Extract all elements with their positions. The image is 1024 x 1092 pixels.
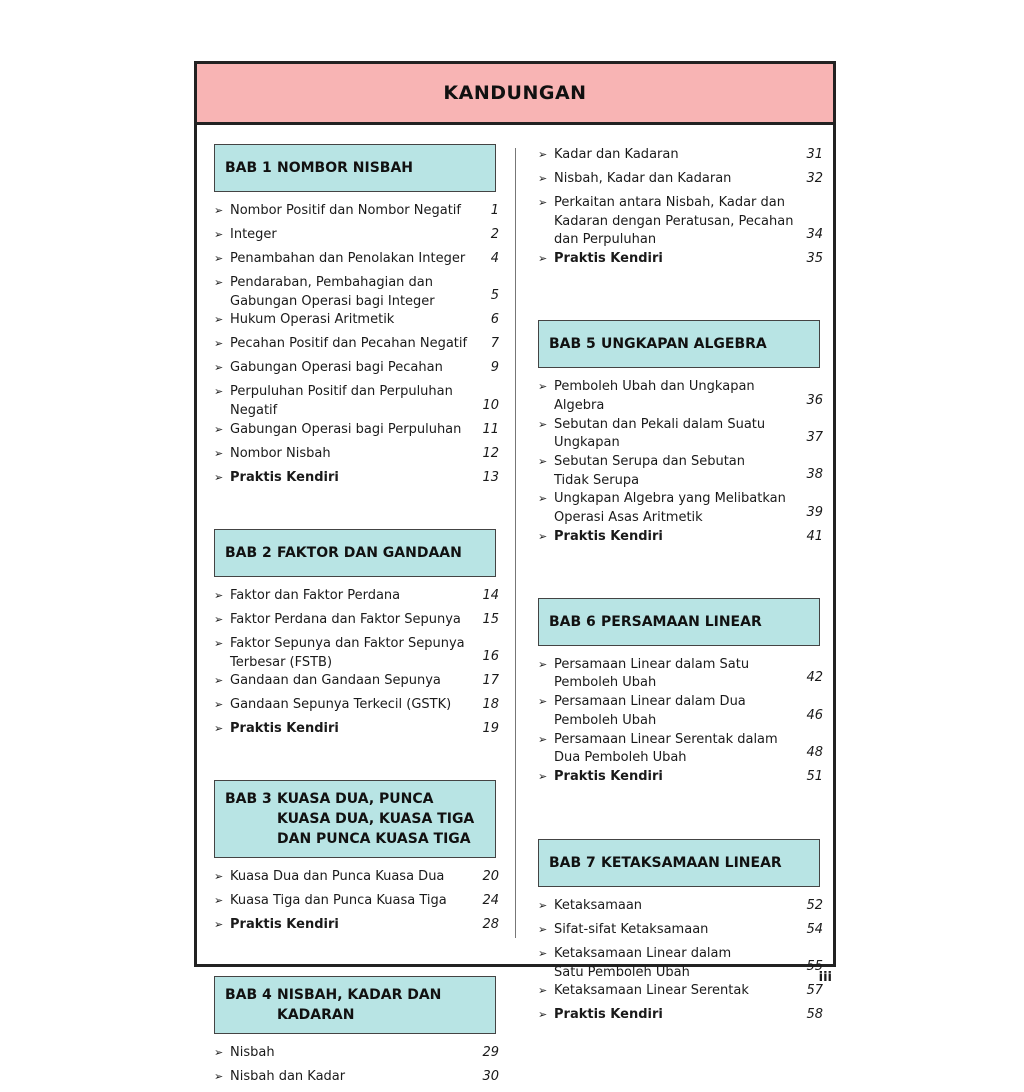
toc-page-number: 57	[806, 983, 823, 999]
toc-entry-label	[230, 383, 475, 420]
arrow-bullet-icon: ➢	[538, 946, 548, 960]
toc-page-number: 29	[482, 1045, 499, 1061]
toc-entry-list	[538, 146, 823, 274]
toc-entry-line: Terbesar (FSTB)	[230, 654, 333, 670]
arrow-bullet-icon: ➢	[214, 698, 224, 712]
arrow-bullet-icon: ➢	[214, 636, 224, 650]
chapter-title: KADARAN	[277, 1007, 355, 1024]
toc-page-number: 34	[806, 227, 823, 243]
toc-entry[interactable]	[214, 611, 499, 635]
chapter-section	[214, 780, 499, 940]
toc-entry[interactable]	[538, 146, 823, 170]
toc-entry-line: Kuasa Tiga dan Punca Kuasa Tiga	[230, 893, 447, 909]
toc-entry[interactable]	[538, 416, 823, 453]
arrow-bullet-icon: ➢	[538, 196, 548, 209]
toc-entry-practice[interactable]	[538, 768, 823, 792]
arrow-bullet-icon: ➢	[214, 252, 224, 265]
toc-entry[interactable]	[214, 274, 499, 311]
toc-entry-label	[230, 720, 475, 739]
arrow-bullet-icon: ➢	[214, 588, 224, 602]
arrow-bullet-icon: ➢	[538, 252, 548, 266]
toc-entry-practice[interactable]	[214, 916, 499, 940]
chapter-number: BAB 6	[549, 613, 596, 630]
toc-entry-line: Faktor dan Faktor Perdana	[230, 587, 401, 603]
toc-entry-line: Praktis Kendiri	[230, 917, 339, 933]
chapter-heading[interactable]	[214, 529, 496, 577]
chapter-heading[interactable]	[214, 144, 496, 192]
toc-page-number: 4	[490, 251, 499, 266]
toc-entry-list	[538, 656, 823, 792]
chapter-title: DAN PUNCA KUASA TIGA	[277, 831, 471, 848]
arrow-bullet-icon: ➢	[538, 657, 548, 671]
toc-page-number: 35	[806, 251, 823, 267]
chapter-title: FAKTOR DAN GANDAAN	[277, 544, 462, 561]
toc-entry[interactable]	[214, 587, 499, 611]
arrow-bullet-icon: ➢	[538, 380, 548, 394]
arrow-bullet-icon: ➢	[538, 529, 548, 543]
toc-entry-line: Penambahan dan Penolakan Integer	[230, 251, 466, 266]
arrow-bullet-icon: ➢	[214, 385, 224, 399]
toc-entry-list	[214, 1044, 499, 1092]
arrow-bullet-icon: ➢	[214, 918, 224, 932]
toc-page-number: 9	[490, 360, 499, 376]
toc-entry[interactable]	[214, 202, 499, 226]
arrow-bullet-icon: ➢	[538, 922, 548, 936]
arrow-bullet-icon: ➢	[214, 1046, 224, 1060]
toc-entry-label	[554, 416, 799, 453]
toc-page-number: 37	[806, 429, 823, 445]
toc-entry-line: Satu Pemboleh Ubah	[554, 964, 690, 980]
toc-entry-label	[554, 378, 799, 415]
chapter-title: KUASA DUA, KUASA TIGA	[277, 811, 475, 828]
toc-entry-list	[538, 378, 823, 552]
toc-entry-line: Pendaraban, Pembahagian dan	[230, 275, 433, 290]
toc-entry[interactable]	[214, 696, 499, 720]
toc-entry-list	[214, 587, 499, 744]
toc-entry-label	[230, 672, 475, 691]
toc-entry-line: Persamaan Linear dalam Dua	[554, 694, 746, 710]
toc-entry-practice[interactable]	[538, 528, 823, 552]
chapter-number: BAB 4	[225, 987, 272, 1004]
toc-entry-label	[554, 945, 799, 982]
chapter-section	[538, 839, 823, 1030]
toc-entry-line: Ungkapan Algebra yang Melibatkan	[554, 491, 786, 507]
toc-entry-line: Faktor Perdana dan Faktor Sepunya	[230, 611, 461, 627]
chapter-number: BAB 7	[549, 854, 596, 871]
arrow-bullet-icon: ➢	[214, 612, 224, 626]
toc-page-number: 19	[482, 721, 499, 737]
arrow-bullet-icon: ➢	[538, 148, 548, 161]
page-title: KANDUNGAN	[443, 82, 587, 104]
toc-page-number: 7	[490, 336, 499, 352]
chapter-number: BAB 5	[549, 336, 596, 353]
toc-page-number: 2	[490, 227, 499, 242]
toc-page-number: 28	[482, 917, 499, 933]
toc-entry-label	[554, 693, 799, 730]
toc-entry[interactable]	[538, 490, 823, 527]
chapter-number: BAB 2	[225, 544, 272, 561]
toc-page-number: 24	[482, 893, 499, 909]
toc-entry-line: Operasi Asas Aritmetik	[554, 510, 703, 526]
toc-page-number: 38	[806, 467, 823, 483]
toc-entry-line: Persamaan Linear dalam Satu	[554, 656, 750, 672]
toc-entry-label	[230, 1044, 475, 1063]
arrow-bullet-icon: ➢	[538, 1008, 548, 1022]
arrow-bullet-icon: ➢	[538, 695, 548, 709]
arrow-bullet-icon: ➢	[538, 769, 548, 783]
toc-entry[interactable]	[214, 635, 499, 672]
chapter-section	[214, 976, 499, 1092]
toc-entry-line: Perkaitan antara Nisbah, Kadar dan	[554, 195, 785, 210]
toc-entry-line: Sebutan Serupa dan Sebutan	[554, 453, 745, 469]
toc-entry-label	[230, 274, 475, 311]
toc-entry-label	[554, 731, 799, 768]
toc-entry-label	[230, 421, 475, 440]
chapter-section	[214, 529, 499, 744]
toc-page-number: 55	[806, 959, 823, 975]
toc-page-number: 1	[490, 203, 499, 218]
toc-entry-label	[554, 656, 799, 693]
contents-header	[197, 64, 833, 125]
arrow-bullet-icon: ➢	[214, 1070, 224, 1084]
toc-entry-label	[554, 250, 799, 269]
chapter-section	[214, 144, 499, 493]
chapter-heading[interactable]	[538, 320, 820, 368]
toc-entry-label	[554, 982, 799, 1001]
arrow-bullet-icon: ➢	[214, 422, 224, 436]
toc-entry-line: Nombor Positif dan Nombor Negatif	[230, 203, 461, 218]
toc-entry-practice[interactable]	[538, 1006, 823, 1030]
toc-page-number: 51	[806, 768, 823, 784]
toc-entry-list	[214, 202, 499, 493]
toc-page-number: 32	[806, 171, 823, 186]
toc-page-number: 6	[490, 312, 499, 328]
toc-page-number: 16	[482, 649, 499, 665]
toc-entry[interactable]	[214, 1068, 499, 1092]
chapter-number	[225, 829, 277, 849]
toc-entry-line: Nisbah, Kadar dan Kadaran	[554, 171, 732, 186]
toc-entry[interactable]	[538, 194, 823, 250]
toc-entry[interactable]	[538, 170, 823, 194]
toc-entry-line: Praktis Kendiri	[554, 768, 663, 784]
toc-entry-line: Praktis Kendiri	[230, 469, 339, 485]
toc-entry[interactable]	[214, 868, 499, 892]
toc-entry-label	[230, 916, 475, 935]
toc-entry-line: dan Perpuluhan	[554, 232, 657, 248]
chapter-heading[interactable]	[214, 780, 496, 858]
toc-page-number: 18	[482, 697, 499, 713]
toc-entry-label	[554, 528, 799, 547]
arrow-bullet-icon: ➢	[214, 894, 224, 908]
toc-entry-line: Kuasa Dua dan Punca Kuasa Dua	[230, 869, 445, 885]
toc-entry[interactable]	[538, 378, 823, 415]
toc-entry[interactable]	[214, 250, 499, 274]
toc-entry-line: Ketaksamaan	[554, 897, 643, 913]
toc-entry-label	[554, 170, 799, 189]
toc-entry[interactable]	[538, 656, 823, 693]
toc-entry-line: Praktis Kendiri	[230, 721, 339, 737]
toc-page-number: 36	[806, 392, 823, 408]
chapter-title: NOMBOR NISBAH	[277, 160, 414, 176]
toc-entry-line: Pemboleh Ubah dan Ungkapan Algebra	[554, 379, 755, 413]
chapter-heading[interactable]	[538, 598, 820, 646]
toc-entry[interactable]	[538, 731, 823, 768]
toc-entry-label	[554, 897, 799, 916]
chapter-title: PERSAMAAN LINEAR	[601, 613, 762, 630]
toc-entry-label	[554, 453, 799, 490]
toc-page-number: 12	[482, 445, 499, 461]
toc-entry-line: Nombor Nisbah	[230, 445, 331, 461]
toc-entry-label	[554, 194, 799, 250]
toc-entry-label	[230, 696, 475, 715]
arrow-bullet-icon: ➢	[214, 313, 224, 327]
toc-entry-line: Integer	[230, 227, 277, 242]
toc-entry[interactable]	[214, 311, 499, 335]
arrow-bullet-icon: ➢	[214, 204, 224, 217]
toc-entry-line: Faktor Sepunya dan Faktor Sepunya	[230, 635, 465, 651]
arrow-bullet-icon: ➢	[538, 492, 548, 506]
arrow-bullet-icon: ➢	[214, 674, 224, 688]
toc-entry-label	[230, 1068, 475, 1087]
toc-entry-line: Kadaran dengan Peratusan, Pecahan	[554, 213, 794, 229]
page-number: iii	[818, 970, 832, 985]
toc-page-number: 31	[806, 147, 823, 162]
toc-entry-line: Pecahan Positif dan Pecahan Negatif	[230, 336, 468, 352]
toc-entry-label	[554, 146, 799, 165]
right-column	[538, 146, 823, 1030]
toc-page-number: 46	[806, 707, 823, 723]
toc-entry-label	[554, 490, 799, 527]
arrow-bullet-icon: ➢	[538, 454, 548, 468]
toc-entry-line: Pemboleh Ubah	[554, 675, 657, 691]
toc-page-number: 20	[482, 869, 499, 885]
toc-page-number: 30	[482, 1069, 499, 1085]
toc-page-number: 5	[490, 288, 499, 304]
toc-entry-practice[interactable]	[214, 469, 499, 493]
toc-entry-label	[554, 1006, 799, 1025]
toc-page-number: 52	[806, 897, 823, 913]
toc-page-number: 15	[482, 611, 499, 627]
toc-page-number: 48	[806, 744, 823, 760]
toc-entry[interactable]	[214, 383, 499, 420]
toc-entry-label	[230, 635, 475, 672]
toc-entry-label	[230, 892, 475, 911]
chapter-heading[interactable]	[214, 976, 496, 1034]
chapter-number: BAB 1	[225, 160, 272, 176]
toc-page-number: 14	[482, 587, 499, 603]
arrow-bullet-icon: ➢	[538, 984, 548, 998]
chapter-title: KETAKSAMAAN LINEAR	[601, 854, 782, 871]
toc-entry-line: Praktis Kendiri	[554, 1007, 663, 1023]
toc-entry[interactable]	[214, 672, 499, 696]
toc-entry-label	[554, 768, 799, 787]
chapter-title: KUASA DUA, PUNCA	[277, 791, 434, 808]
toc-entry-label	[554, 921, 799, 940]
toc-entry-line: Praktis Kendiri	[554, 251, 663, 267]
chapter-title: UNGKAPAN ALGEBRA	[601, 336, 767, 353]
arrow-bullet-icon: ➢	[214, 446, 224, 460]
toc-entry-label	[230, 335, 475, 354]
toc-entry-line: Gandaan dan Gandaan Sepunya	[230, 673, 441, 689]
chapter-title: NISBAH, KADAR DAN	[277, 987, 442, 1004]
toc-entry-line: Perpuluhan Positif dan Perpuluhan	[230, 384, 453, 400]
toc-page-number: 42	[806, 670, 823, 686]
arrow-bullet-icon: ➢	[214, 722, 224, 736]
chapter-section	[538, 598, 823, 792]
toc-entry[interactable]	[538, 921, 823, 945]
toc-entry-practice[interactable]	[538, 250, 823, 274]
arrow-bullet-icon: ➢	[538, 898, 548, 912]
toc-entry-line: Gabungan Operasi bagi Integer	[230, 293, 435, 309]
toc-entry-line: Gabungan Operasi bagi Perpuluhan	[230, 421, 462, 437]
chapter-number	[225, 809, 277, 829]
toc-entry-label	[230, 226, 475, 245]
toc-entry[interactable]	[538, 693, 823, 730]
chapter-number: BAB 3	[225, 791, 272, 808]
chapter-number	[225, 1005, 277, 1025]
toc-entry-label	[230, 868, 475, 887]
arrow-bullet-icon: ➢	[538, 417, 548, 431]
toc-entry[interactable]	[214, 445, 499, 469]
toc-entry-label	[230, 359, 475, 378]
toc-entry-line: Tidak Serupa	[554, 472, 640, 488]
toc-entry-line: Kadar dan Kadaran	[554, 147, 679, 162]
toc-page-number: 13	[482, 469, 499, 485]
toc-entry-line: Dua Pemboleh Ubah	[554, 750, 687, 766]
toc-entry[interactable]	[214, 1044, 499, 1068]
toc-entry-line: Persamaan Linear Serentak dalam	[554, 731, 778, 747]
toc-page-number: 41	[806, 528, 823, 544]
toc-entry[interactable]	[538, 897, 823, 921]
toc-entry-list	[214, 868, 499, 940]
toc-page-number: 39	[806, 504, 823, 520]
toc-entry-label	[230, 202, 475, 221]
toc-entry-line: Ketaksamaan Linear Serentak	[554, 983, 749, 999]
column-divider	[515, 148, 516, 938]
toc-entry[interactable]	[538, 982, 823, 1006]
toc-entry-label	[230, 311, 475, 330]
arrow-bullet-icon: ➢	[214, 361, 224, 375]
toc-entry-line: Gabungan Operasi bagi Pecahan	[230, 360, 443, 376]
arrow-bullet-icon: ➢	[214, 337, 224, 351]
toc-entry-label	[230, 250, 475, 269]
toc-entry-line: Negatif	[230, 403, 278, 419]
arrow-bullet-icon: ➢	[214, 470, 224, 484]
toc-entry-line: Nisbah dan Kadar	[230, 1069, 346, 1085]
chapter-heading[interactable]	[538, 839, 820, 887]
toc-entry-line: Pemboleh Ubah	[554, 712, 657, 728]
toc-entry-line: Sebutan dan Pekali dalam Suatu	[554, 416, 766, 432]
toc-entry[interactable]	[214, 421, 499, 445]
toc-entry-line: Hukum Operasi Aritmetik	[230, 312, 395, 328]
toc-page-number: 17	[482, 673, 499, 689]
toc-page-number: 10	[482, 397, 499, 413]
arrow-bullet-icon: ➢	[214, 228, 224, 241]
toc-entry[interactable]	[214, 226, 499, 250]
toc-entry-line: Ungkapan	[554, 435, 620, 451]
toc-entry-line: Sifat-sifat Ketaksamaan	[554, 921, 709, 937]
toc-entry-practice[interactable]	[214, 720, 499, 744]
toc-entry[interactable]	[538, 453, 823, 490]
toc-entry-label	[230, 587, 475, 606]
toc-entry-line: Nisbah	[230, 1045, 275, 1061]
toc-entry-line: Praktis Kendiri	[554, 528, 663, 544]
toc-entry[interactable]	[538, 945, 823, 982]
toc-entry-list	[538, 897, 823, 1030]
toc-page-number: 11	[482, 421, 499, 437]
chapter-section	[538, 320, 823, 552]
toc-entry-label	[230, 469, 475, 488]
toc-entry-line: Gandaan Sepunya Terkecil (GSTK)	[230, 697, 452, 713]
arrow-bullet-icon: ➢	[538, 732, 548, 746]
toc-entry[interactable]	[214, 335, 499, 359]
toc-entry[interactable]	[214, 892, 499, 916]
toc-page-number: 54	[806, 921, 823, 937]
arrow-bullet-icon: ➢	[538, 172, 548, 185]
toc-entry-line: Ketaksamaan Linear dalam	[554, 945, 732, 961]
toc-entry-label	[230, 445, 475, 464]
toc-entry-label	[230, 611, 475, 630]
arrow-bullet-icon: ➢	[214, 870, 224, 884]
arrow-bullet-icon: ➢	[214, 276, 224, 289]
toc-page-number: 58	[806, 1007, 823, 1023]
left-column	[214, 144, 499, 1092]
toc-entry[interactable]	[214, 359, 499, 383]
